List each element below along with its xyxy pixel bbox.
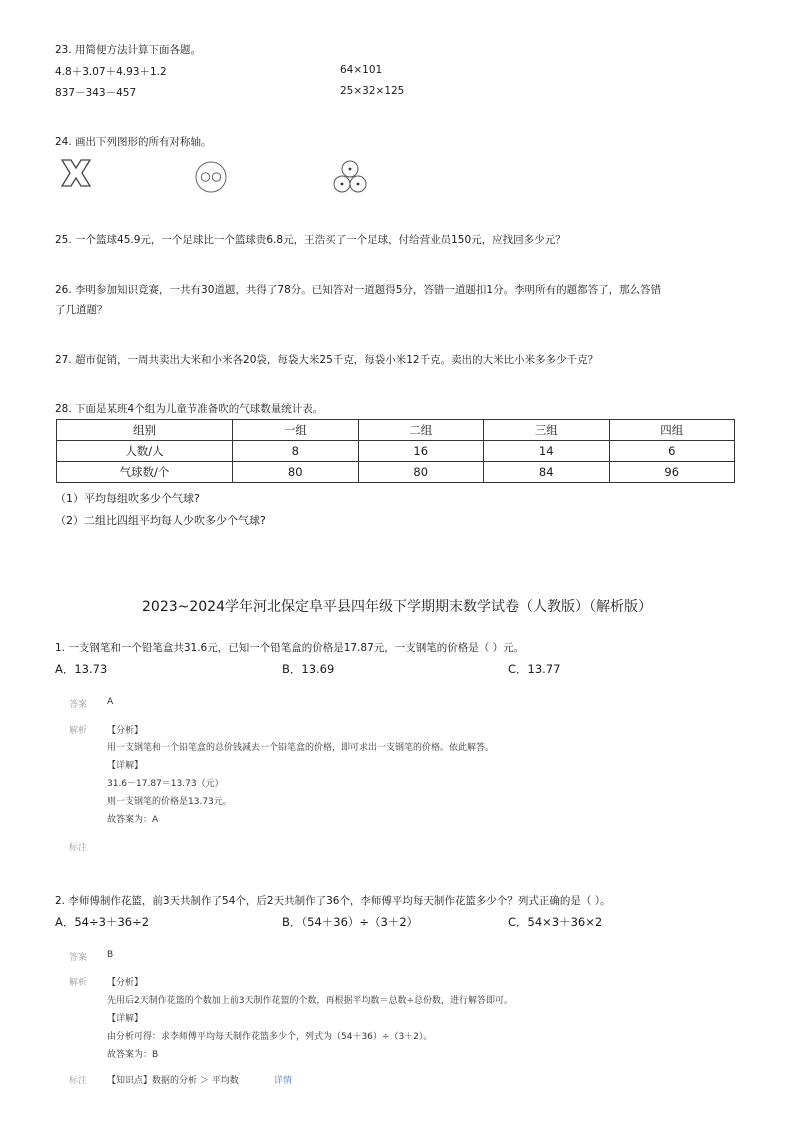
- a1-conclusion: 故答案为：A: [107, 815, 159, 825]
- table-cell: 84: [484, 462, 610, 483]
- a1-answer: A: [107, 697, 114, 707]
- a2-option-c: C．54×3＋36×2: [508, 915, 603, 929]
- table-cell: 三组: [484, 420, 610, 441]
- q23-label: 23. 用简便方法计算下面各题。: [55, 44, 202, 56]
- a1-detail-line2: 则一支钢笔的价格是13.73元。: [107, 797, 232, 807]
- three-circles-figure: [330, 158, 370, 196]
- table-row: [57, 441, 735, 462]
- a1-analysis-label: 解析: [69, 726, 88, 736]
- section-title: 2023~2024学年河北保定阜平县四年级下学期期末数学试卷（人教版）（解析版）: [142, 599, 652, 615]
- a1-detail-line1: 31.6－17.87＝13.73（元）: [107, 779, 224, 789]
- q23-item-1: 4.8＋3.07＋4.93＋1.2: [55, 66, 167, 78]
- a2-conclusion: 故答案为：B: [107, 1050, 159, 1060]
- a1-analysis-text: 用一支钢笔和一个铅笔盒的总价钱减去一个铅笔盒的价格，即可求出一支钢笔的价格。依此解答。: [107, 743, 495, 753]
- table-cell: 6: [609, 441, 735, 462]
- q27-label: 27. 超市促销，一周共卖出大米和小米各20袋，每袋大米25千克，每袋小米12千克。卖出的大米比小米多多少千克？: [55, 354, 599, 366]
- a2-detail-line1: 由分析可得：求李师傅平均每天制作花篮多少个，列式为（54＋36）÷（3＋2）。: [107, 1032, 433, 1042]
- a1-option-c: C．13.77: [508, 662, 561, 676]
- a1-option-a: A．13.73: [55, 662, 108, 676]
- a2-detail-head: 【详解】: [107, 1014, 144, 1024]
- table-cell: 14: [484, 441, 610, 462]
- q23-item-3: 837－343－457: [55, 87, 137, 99]
- table-cell: 一组: [233, 420, 359, 441]
- a1-question: 1. 一支钢笔和一个铅笔盒共31.6元，已知一个铅笔盒的价格是17.87元，一支钢笔的价格是（ ）元。: [55, 642, 525, 654]
- a1-option-b: B．13.69: [282, 662, 335, 676]
- table-cell: 16: [358, 441, 484, 462]
- a2-option-b: B．（54＋36）÷（3＋2）: [282, 915, 419, 929]
- a1-answer-label: 答案: [69, 700, 88, 710]
- table-cell: 气球数/个: [57, 462, 233, 483]
- a2-question: 2. 李师傅制作花篮，前3天共制作了54个，后2天共制作了36个，李师傅平均每天制作花篮多少个？列式正确的是（ ）。: [55, 895, 611, 907]
- balloon-stats-table: [56, 419, 735, 483]
- table-cell: 8: [233, 441, 359, 462]
- x-shape-figure: [60, 158, 92, 188]
- table-cell: 二组: [358, 420, 484, 441]
- table-cell: 96: [609, 462, 735, 483]
- q26-line1: 26. 李明参加知识竞赛，一共有30道题，共得了78分。已知答对一道题得5分，答错一道题扣1分。李明所有的题都答了，那么答错: [55, 284, 662, 296]
- a2-analysis-label: 解析: [69, 978, 88, 988]
- q25-label: 25. 一个篮球45.9元，一个足球比一个篮球贵6.8元，王浩买了一个足球，付给营业员150元，应找回多少元？: [55, 234, 566, 246]
- a2-option-a: A．54÷3＋36÷2: [55, 915, 150, 929]
- table-header-row: [57, 420, 735, 441]
- two-circles-figure: [194, 160, 228, 194]
- q23-item-2: 64×101: [340, 64, 383, 76]
- q23-item-4: 25×32×125: [340, 85, 405, 97]
- a2-analysis-text: 先用后2天制作花篮的个数加上前3天制作花篮的个数，再根据平均数＝总数÷总份数，进行解答即可。: [107, 996, 513, 1006]
- a1-analysis-head: 【分析】: [107, 726, 144, 736]
- q28-sub1: （1）平均每组吹多少个气球?: [55, 492, 200, 505]
- a1-note-label: 标注: [69, 843, 88, 853]
- a1-detail-head: 【详解】: [107, 761, 144, 771]
- a2-analysis-head: 【分析】: [107, 978, 144, 988]
- q28-sub2: （2）二组比四组平均每人少吹多少个气球?: [55, 514, 266, 527]
- q24-label: 24. 画出下列图形的所有对称轴。: [55, 136, 212, 148]
- table-cell: 四组: [609, 420, 735, 441]
- a2-answer-label: 答案: [69, 953, 88, 963]
- a2-answer: B: [107, 950, 114, 960]
- q26-line2: 了几道题？: [55, 304, 108, 316]
- details-link[interactable]: 详情: [274, 1076, 293, 1086]
- table-row: [57, 462, 735, 483]
- table-cell: 人数/人: [57, 441, 233, 462]
- table-cell: 组别: [57, 420, 233, 441]
- table-cell: 80: [358, 462, 484, 483]
- table-cell: 80: [233, 462, 359, 483]
- a2-note-label: 标注: [69, 1076, 88, 1086]
- a2-note-text: 【知识点】数据的分析 ＞ 平均数: [107, 1076, 239, 1086]
- q28-label: 28. 下面是某班4个组为儿童节准备吹的气球数量统计表。: [55, 403, 324, 415]
